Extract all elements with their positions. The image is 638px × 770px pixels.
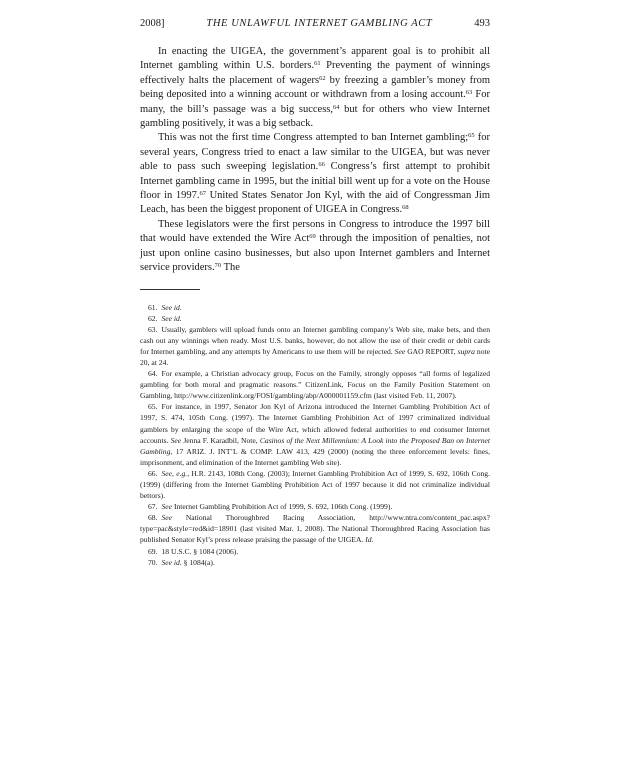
- document-page: [140, 18, 490, 568]
- body-text-run: The: [221, 262, 240, 274]
- body-text-run: United States Senator Jon Kyl, with the aid of Congressman Jim Leach, has been the biggest proponent of UIGEA in Congress.: [140, 190, 490, 216]
- footnote-number: 68.: [148, 513, 158, 523]
- footnote-italic-text: Id.: [365, 535, 374, 545]
- footnote-reference: 66: [318, 161, 325, 169]
- footnote-number: 67.: [148, 502, 158, 512]
- footnote-text: , H.R. 2143, 108th Cong. (2003); Internet Gambling Prohibition Act of 1999, S. 692, 106th Cong. (1999) (differing from the Internet Gambling Prohibition Act of 1997 because it did not criminalize individual bettors).: [140, 468, 490, 501]
- footnote: [140, 302, 490, 313]
- footnote-number: 64.: [148, 369, 158, 379]
- footnote-reference: 65: [468, 132, 475, 140]
- footnote-italic-text: See: [161, 502, 173, 512]
- footnote-separator: [140, 289, 200, 290]
- footnote-number: 70.: [148, 557, 158, 567]
- footnote: [140, 468, 490, 501]
- footnote-italic-text: See: [161, 513, 173, 523]
- footnote-number: 65.: [148, 402, 158, 412]
- footnote-italic-text: supra: [457, 346, 475, 356]
- running-header: [140, 18, 490, 29]
- body-text-run: Congress’s first attempt to prohibit Internet gambling came in 1995, but the initial bill went up for a vote on the House floor in 1997.: [140, 161, 491, 202]
- body-text-run: These legislators were the first persons in Congress to introduce the 1997 bill that would have extended the Wire Act: [140, 218, 490, 245]
- body-text-run: but for others who view Internet gambling positively, it was a big setback.: [140, 103, 491, 130]
- footnote-text: 18 U.S.C. § 1084 (2006).: [161, 546, 239, 556]
- footnote-italic-text: See id.: [161, 557, 182, 567]
- body-paragraph: [140, 218, 490, 276]
- footnote-number: 62.: [148, 313, 158, 323]
- footnote-text: For instance, in 1997, Senator Jon Kyl of Arizona introduced the Internet Gambling Prohibition Act of 1997, S. 474, 105th Cong. (1997). The Internet Gambling Prohibition Act of 1997 criminalized individual gamblers by enlarging the scope of the Wire Act, which allowed federal authorities to end consumer Internet accounts.: [140, 402, 490, 445]
- footnote-number: 69.: [148, 546, 158, 556]
- header-title: THE UNLAWFUL INTERNET GAMBLING ACT: [206, 18, 433, 29]
- footnote-text: Internet Gambling Prohibition Act of 1999, S. 692, 106th Cong. (1999).: [172, 502, 393, 512]
- footnote-number: 63.: [148, 324, 158, 334]
- footnotes: [140, 302, 490, 568]
- footnote-text: GAO REPORT,: [405, 346, 458, 356]
- footnote-italic-text: See id.: [161, 313, 182, 323]
- footnote-text: § 1084(a).: [181, 557, 215, 567]
- footnote-italic-text: Casinos of the Next Millennium: A Look into the Proposed Ban on Internet Gambling: [140, 435, 491, 456]
- footnote: [140, 557, 490, 568]
- footnote-italic-text: See: [170, 435, 182, 445]
- body-text-run: In enacting the UIGEA, the government’s apparent goal is to prohibit all Internet gambling within U.S. borders.: [140, 46, 490, 72]
- footnote: [140, 501, 490, 512]
- footnote-text: For example, a Christian advocacy group, Focus on the Family, strongly opposes “all forms of legalized gambling for both moral and pragmatic reasons.” CitizenLink, Focus on the Family Position Statement on Gambling, http://www.citizenlink.org/FOSI/gambling/abp/A000001159.cfm (last visited Feb. 11, 2007).: [140, 369, 490, 401]
- footnote-text: Usually, gamblers will upload funds onto an Internet gambling company’s Web site, make bets, and then cash out any winnings when ready. Most U.S. banks, however, do not allow the use of their credit or debit cards for Internet gambling, and any attempts by Americans to use them will be rejected.: [140, 324, 490, 356]
- footnote: [140, 401, 490, 468]
- body-text-run: by freezing a gambler’s money from being deposited into a winning account or withdrawn from a losing account.: [140, 74, 490, 101]
- body-text: [140, 45, 490, 276]
- footnote-text: Jenna F. Karadbil, Note,: [181, 435, 260, 445]
- footnote-reference: 67: [199, 190, 206, 198]
- footnote-reference: 62: [319, 74, 326, 82]
- footnote-reference: 64: [333, 103, 340, 111]
- footnote-reference: 68: [402, 204, 409, 212]
- footnote: [140, 324, 490, 368]
- footnote-reference: 61: [314, 60, 321, 68]
- footnote-reference: 70: [214, 262, 222, 270]
- footnote-text: , 17 ARIZ. J. INT’L & COMP. LAW 413, 429 (2000) (noting the three enforcement levels: fines, imprisonment, and elimination of the Internet gambling Web site).: [140, 446, 490, 467]
- footnote: [140, 313, 490, 324]
- footnote-reference: 63: [465, 89, 473, 97]
- footnote-text: note 20, at 24.: [140, 346, 490, 367]
- body-paragraph: [140, 45, 490, 131]
- footnote-number: 66.: [148, 468, 158, 478]
- body-text-run: for several years, Congress tried to enact a law similar to the UIGEA, but was never able to pass such sweeping legislation.: [140, 132, 490, 173]
- footnote-italic-text: See id.: [161, 302, 182, 312]
- body-text-run: through the imposition of penalties, not just upon online casino businesses, but also upon Internet gamblers and Internet service providers.: [140, 233, 490, 274]
- footnote: [140, 512, 490, 545]
- footnote-reference: 69: [309, 233, 316, 241]
- footnote: [140, 368, 490, 401]
- body-paragraph: [140, 131, 490, 217]
- header-year: 2008]: [140, 18, 165, 29]
- body-text-run: This was not the first time Congress attempted to ban Internet gambling;: [158, 132, 469, 144]
- footnote-number: 61.: [148, 302, 158, 312]
- footnote-italic-text: See, e.g.: [161, 468, 188, 478]
- body-text-run: For many, the bill’s passage was a big success,: [140, 89, 490, 115]
- footnote-italic-text: See: [394, 346, 406, 356]
- page-number: 493: [474, 18, 490, 29]
- footnote: [140, 546, 490, 557]
- footnote-text: National Thoroughbred Racing Association, http://www.ntra.com/content_pac.aspx?type=pac&style=red&id=18901 (last visited Mar. 1, 2008). The National Thoroughbred Racing Association has published Senator Kyl’s press release praising the passage of the UIGEA.: [140, 513, 490, 545]
- body-text-run: Preventing the payment of winnings effectively halts the placement of wagers: [140, 60, 490, 86]
